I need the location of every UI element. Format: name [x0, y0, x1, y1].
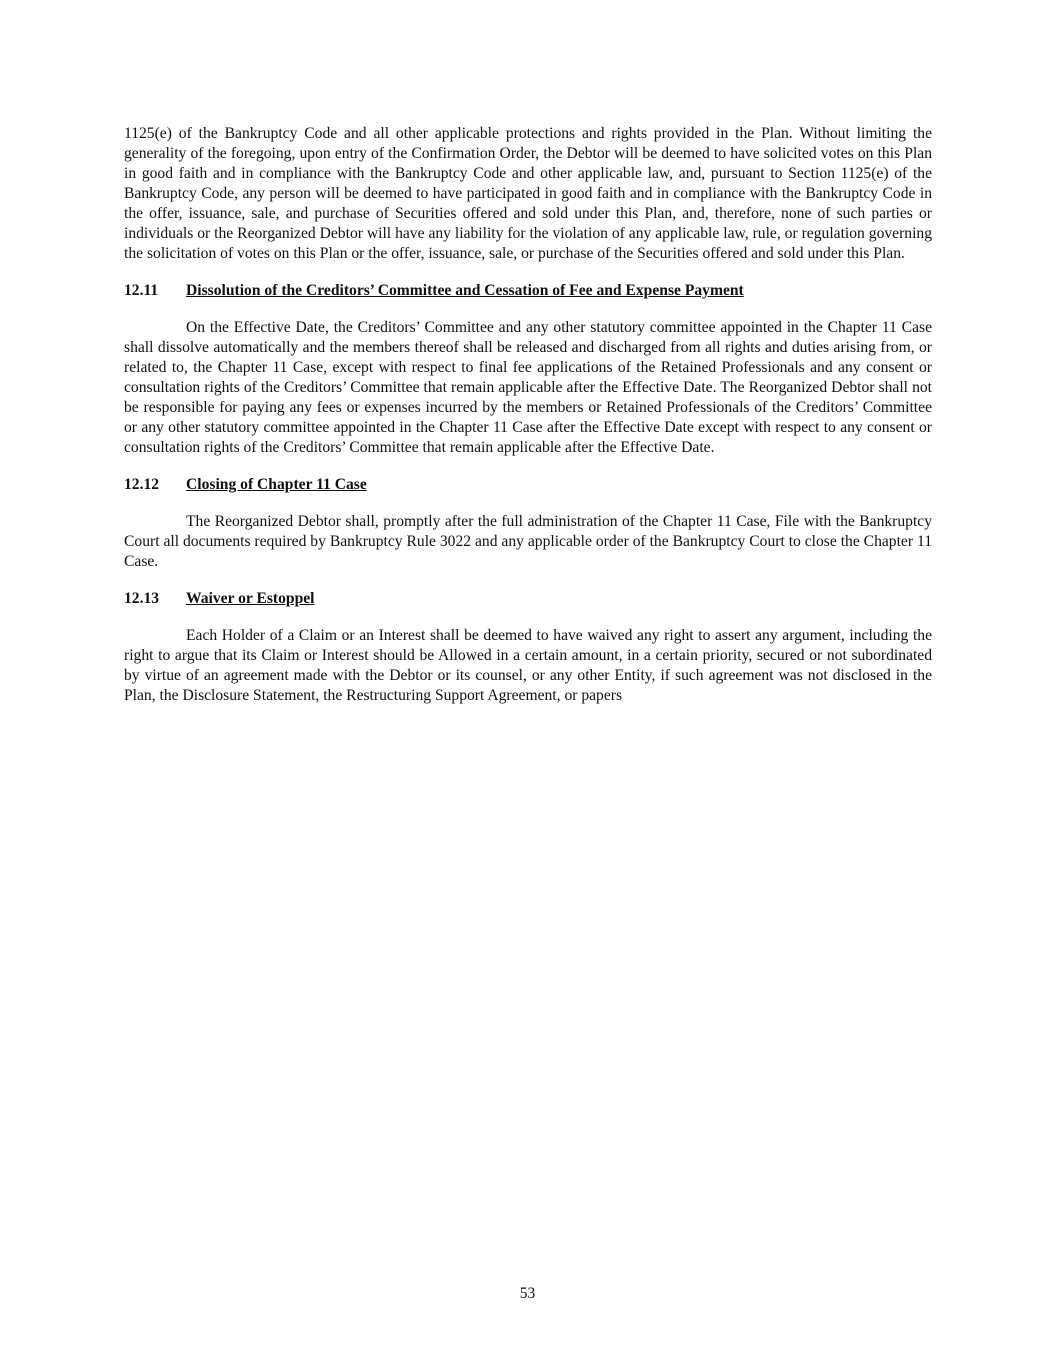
- section-title: Dissolution of the Creditors’ Committee and Cessation of Fee and Expense Payment: [186, 282, 744, 299]
- section-title: Closing of Chapter 11 Case: [186, 476, 367, 493]
- section-heading-12-13: [124, 589, 932, 609]
- section-number: 12.13: [124, 590, 160, 607]
- section-body-12-12: The Reorganized Debtor shall, promptly after the full administration of the Chapter 11 Case, File with the Bankruptcy Court all documents required by Bankruptcy Rule 3022 and any applicable order of the Bankruptcy Court to close the Chapter 11 Case.: [124, 513, 932, 570]
- section-body-12-11: On the Effective Date, the Creditors’ Committee and any other statutory committee appointed in the Chapter 11 Case shall dissolve automatically and the members thereof shall be released and discharged from all rights and duties arising from, or related to, the Chapter 11 Case, except with respect to final fee applications of the Retained Professionals and any consent or consultation rights of the Creditors’ Committee that remain applicable after the Effective Date. The Reorganized Debtor shall not be responsible for paying any fees or expenses incurred by the members or Retained Professionals of the Creditors’ Committee or any other statutory committee appointed in the Chapter 11 Case after the Effective Date except with respect to any consent or consultation rights of the Creditors’ Committee that remain applicable after the Effective Date.: [124, 319, 932, 456]
- section-number: 12.12: [124, 476, 160, 493]
- page-number: 53: [519, 1285, 536, 1302]
- section-heading-12-11: [124, 281, 932, 301]
- section-number: 12.11: [124, 282, 159, 299]
- section-title: Waiver or Estoppel: [186, 590, 315, 607]
- section-body-12-13: Each Holder of a Claim or an Interest shall be deemed to have waived any right to assert any argument, including the right to argue that its Claim or Interest should be Allowed in a certain amount, in a certain priority, secured or not subordinated by virtue of an agreement made with the Debtor or its counsel, or any other Entity, if such agreement was not disclosed in the Plan, the Disclosure Statement, the Restructuring Support Agreement, or papers: [124, 627, 932, 704]
- section-heading-12-12: [124, 475, 932, 495]
- document-page: [124, 124, 932, 723]
- opening-paragraph: 1125(e) of the Bankruptcy Code and all other applicable protections and rights provided in the Plan. Without limiting the generality of the foregoing, upon entry of the Confirmation Order, the Debtor will be deemed to have solicited votes on this Plan in good faith and in compliance with the Bankruptcy Code and other applicable law, and, pursuant to Section 1125(e) of the Bankruptcy Code, any person will be deemed to have participated in good faith and in compliance with the Bankruptcy Code in the offer, issuance, sale, and purchase of Securities offered and sold under this Plan, and, therefore, none of such parties or individuals or the Reorganized Debtor will have any liability for the violation of any applicable law, rule, or regulation governing the solicitation of votes on this Plan or the offer, issuance, sale, or purchase of the Securities offered and sold under this Plan.: [124, 125, 932, 262]
